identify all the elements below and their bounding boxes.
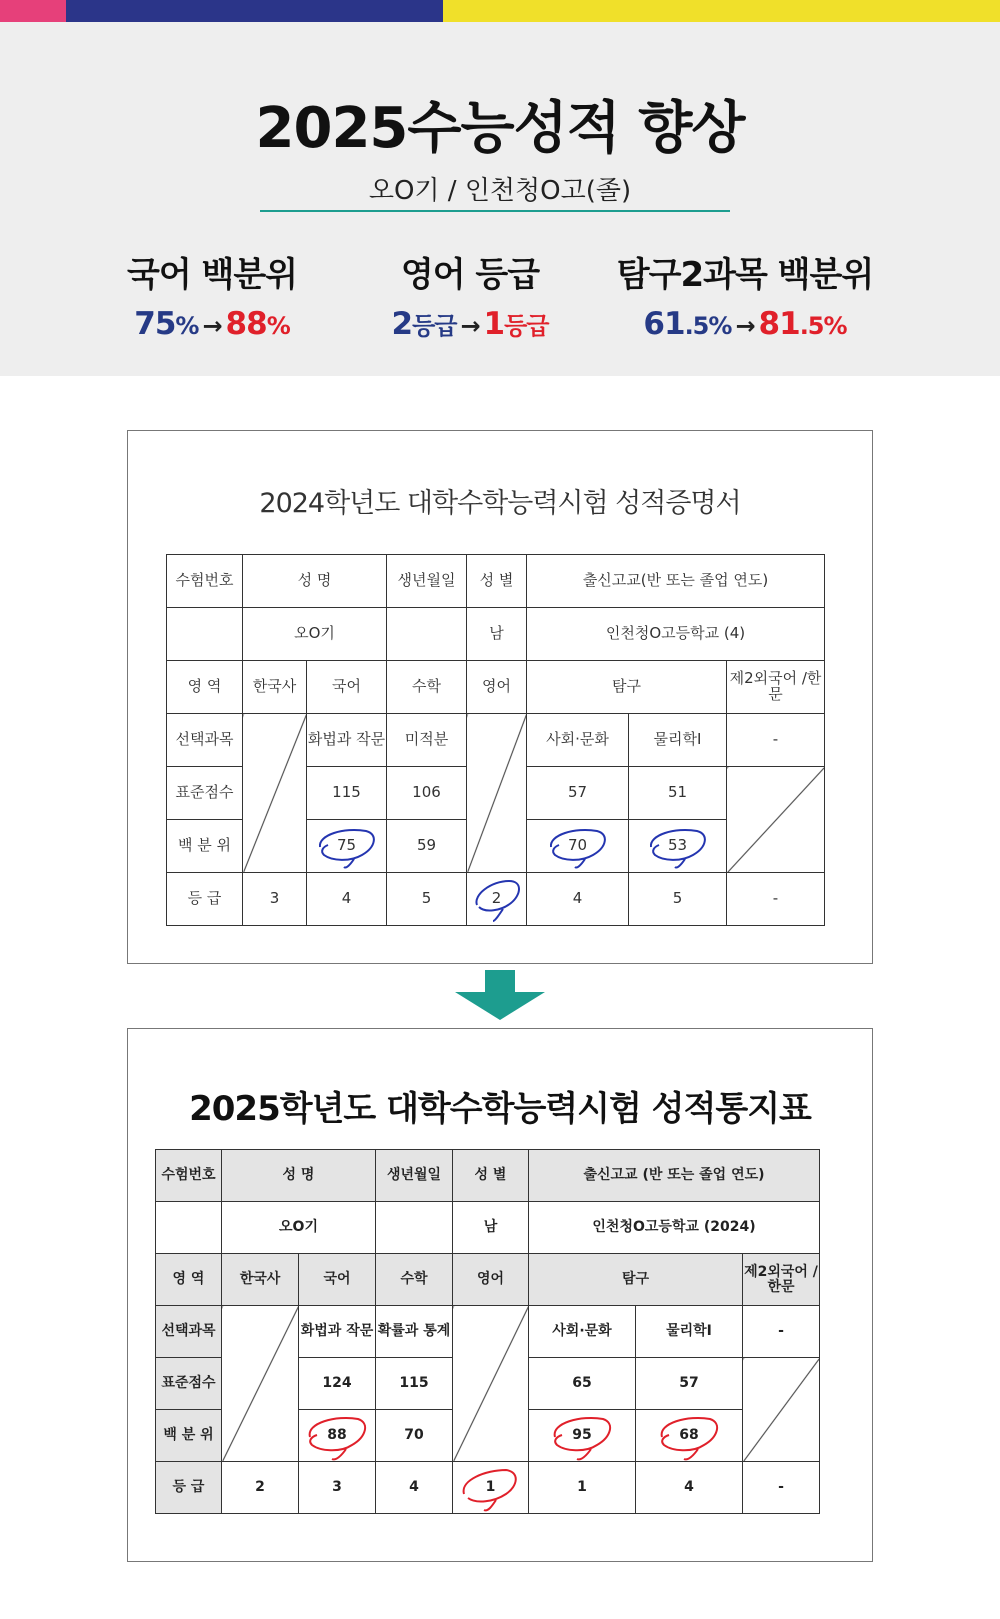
hero-divider xyxy=(260,210,730,212)
pct-value: 75 xyxy=(336,836,357,855)
cell-pct-circled xyxy=(307,820,387,873)
stat-to-unit: % xyxy=(266,312,290,340)
cell-pct-circled xyxy=(636,1410,743,1462)
cell-header: 성 별 xyxy=(467,555,527,608)
cell-grade: 4 xyxy=(307,873,387,926)
cell-subject: 화법과 작문 xyxy=(307,714,387,767)
cell-header: 생년월일 xyxy=(387,555,467,608)
cell-grade: 1 xyxy=(529,1462,636,1514)
row-label: 선택과목 xyxy=(156,1306,222,1358)
cell-area: 영어 xyxy=(453,1254,529,1306)
cell-header: 성 명 xyxy=(222,1150,376,1202)
doc-title: 2024학년도 대학수학능력시험 성적증명서 xyxy=(259,488,741,519)
cell-std: 124 xyxy=(299,1358,376,1410)
score-table-2025 xyxy=(155,1149,820,1514)
cell-std: 115 xyxy=(376,1358,453,1410)
row-label: 선택과목 xyxy=(167,714,243,767)
stat-to: 1 xyxy=(483,306,505,342)
cell-grade: - xyxy=(727,873,825,926)
cell-subject: 사회·문화 xyxy=(527,714,629,767)
stat-label: 영어 등급 xyxy=(400,255,540,295)
score-report-2025 xyxy=(127,1028,873,1562)
cell-pct-circled xyxy=(529,1410,636,1462)
cell-header: 성 명 xyxy=(243,555,387,608)
stat-from-unit: 등급 xyxy=(412,312,457,340)
pct-value: 95 xyxy=(572,1427,592,1444)
doc-title: 2025학년도 대학수학능력시험 성적통지표 xyxy=(189,1089,811,1129)
cell-header: 생년월일 xyxy=(376,1150,453,1202)
cell-slash xyxy=(727,767,825,873)
stat-english xyxy=(320,247,620,342)
cell-school: 인천청O고등학교 (4) xyxy=(527,608,825,661)
stat-from-unit: % xyxy=(175,312,199,340)
cell-subject: 확률과 통계 xyxy=(376,1306,453,1358)
stat-from: 61 xyxy=(643,306,685,342)
cell-std: 65 xyxy=(529,1358,636,1410)
cell-grade: 4 xyxy=(376,1462,453,1514)
row-label: 영 역 xyxy=(167,661,243,714)
cell-gender: 남 xyxy=(453,1202,529,1254)
cell-area: 국어 xyxy=(299,1254,376,1306)
stat-label: 국어 백분위 xyxy=(126,255,298,295)
cell-birth xyxy=(376,1202,453,1254)
cell-area: 한국사 xyxy=(222,1254,299,1306)
arrow-right-icon: → xyxy=(202,312,222,340)
stat-to-decimal: .5% xyxy=(799,312,847,340)
hero-panel xyxy=(0,22,1000,376)
score-certificate-2024 xyxy=(127,430,873,964)
cell-slash xyxy=(222,1306,299,1462)
cell-grade: 4 xyxy=(636,1462,743,1514)
cell-pct: 70 xyxy=(376,1410,453,1462)
pct-value: 53 xyxy=(667,836,688,855)
cell-pct-circled xyxy=(299,1410,376,1462)
cell-name: 오O기 xyxy=(222,1202,376,1254)
cell-name: 오O기 xyxy=(243,608,387,661)
stat-value xyxy=(320,306,620,342)
cell-std: 106 xyxy=(387,767,467,820)
cell-area: 영어 xyxy=(467,661,527,714)
cell-std: 57 xyxy=(527,767,629,820)
stat-to-unit: 등급 xyxy=(504,312,549,340)
cell-subject: - xyxy=(743,1306,820,1358)
cell-area: 수학 xyxy=(387,661,467,714)
arrow-down-icon xyxy=(455,970,545,1020)
row-label: 표준점수 xyxy=(167,767,243,820)
cell-grade: 4 xyxy=(527,873,629,926)
cell-school: 인천청O고등학교 (2024) xyxy=(529,1202,820,1254)
stat-to: 81 xyxy=(758,306,800,342)
cell-header: 수험번호 xyxy=(156,1150,222,1202)
stat-from: 2 xyxy=(391,306,413,342)
score-table-2024 xyxy=(166,554,825,926)
stat-from: 75 xyxy=(134,306,176,342)
strip-navy xyxy=(66,0,443,22)
row-label: 등 급 xyxy=(167,873,243,926)
cell-subject: 미적분 xyxy=(387,714,467,767)
grade-value: 2 xyxy=(491,889,502,908)
cell-area: 탐구 xyxy=(529,1254,743,1306)
arrow-right-icon: → xyxy=(460,312,480,340)
cell-pct-circled xyxy=(527,820,629,873)
cell-grade: 5 xyxy=(629,873,727,926)
cell-pct-circled xyxy=(629,820,727,873)
row-label: 백 분 위 xyxy=(167,820,243,873)
cell-grade-circled xyxy=(467,873,527,926)
cell-header: 출신고교 (반 또는 졸업 연도) xyxy=(529,1150,820,1202)
row-label: 백 분 위 xyxy=(156,1410,222,1462)
row-label: 영 역 xyxy=(156,1254,222,1306)
cell-slash xyxy=(743,1358,820,1462)
stat-from-decimal: .5% xyxy=(684,312,732,340)
cell-area: 제2외국어 /한문 xyxy=(727,661,825,714)
pct-value: 88 xyxy=(327,1427,347,1444)
row-label: 표준점수 xyxy=(156,1358,222,1410)
grade-value: 1 xyxy=(485,1479,496,1496)
cell-grade: - xyxy=(743,1462,820,1514)
cell-grade: 2 xyxy=(222,1462,299,1514)
cell-subject: 사회·문화 xyxy=(529,1306,636,1358)
strip-pink xyxy=(0,0,66,22)
cell-header: 수험번호 xyxy=(167,555,243,608)
stat-value xyxy=(595,306,895,342)
hero-subtitle: 오O기 / 인천청O고(졸) xyxy=(368,176,632,206)
cell-grade: 3 xyxy=(243,873,307,926)
cell-exam-number xyxy=(167,608,243,661)
cell-area: 탐구 xyxy=(527,661,727,714)
pct-value: 68 xyxy=(679,1427,699,1444)
cell-exam-number xyxy=(156,1202,222,1254)
cell-subject: - xyxy=(727,714,825,767)
cell-subject: 물리학Ⅰ xyxy=(636,1306,743,1358)
cell-gender: 남 xyxy=(467,608,527,661)
cell-grade: 3 xyxy=(299,1462,376,1514)
cell-area: 수학 xyxy=(376,1254,453,1306)
stat-label: 탐구2과목 백분위 xyxy=(616,255,874,295)
cell-slash xyxy=(453,1306,529,1462)
stat-inquiry xyxy=(595,247,895,342)
stat-value xyxy=(62,306,362,342)
stat-to: 88 xyxy=(225,306,267,342)
cell-area: 국어 xyxy=(307,661,387,714)
cell-std: 57 xyxy=(636,1358,743,1410)
cell-area: 한국사 xyxy=(243,661,307,714)
stat-korean xyxy=(62,247,362,342)
cell-header: 출신고교(반 또는 졸업 연도) xyxy=(527,555,825,608)
arrow-right-icon: → xyxy=(735,312,755,340)
pct-value: 70 xyxy=(567,836,588,855)
cell-std: 51 xyxy=(629,767,727,820)
cell-slash xyxy=(467,714,527,873)
cell-header: 성 별 xyxy=(453,1150,529,1202)
cell-subject: 물리학Ⅰ xyxy=(629,714,727,767)
hero-title: 2025수능성적 향상 xyxy=(255,96,745,161)
cell-grade: 5 xyxy=(387,873,467,926)
cell-grade-circled xyxy=(453,1462,529,1514)
cell-area: 제2외국어 /한문 xyxy=(743,1254,820,1306)
strip-yellow xyxy=(443,0,1000,22)
cell-std: 115 xyxy=(307,767,387,820)
cell-subject: 화법과 작문 xyxy=(299,1306,376,1358)
cell-birth xyxy=(387,608,467,661)
cell-slash xyxy=(243,714,307,873)
top-color-strip xyxy=(0,0,1000,22)
cell-pct: 59 xyxy=(387,820,467,873)
row-label: 등 급 xyxy=(156,1462,222,1514)
